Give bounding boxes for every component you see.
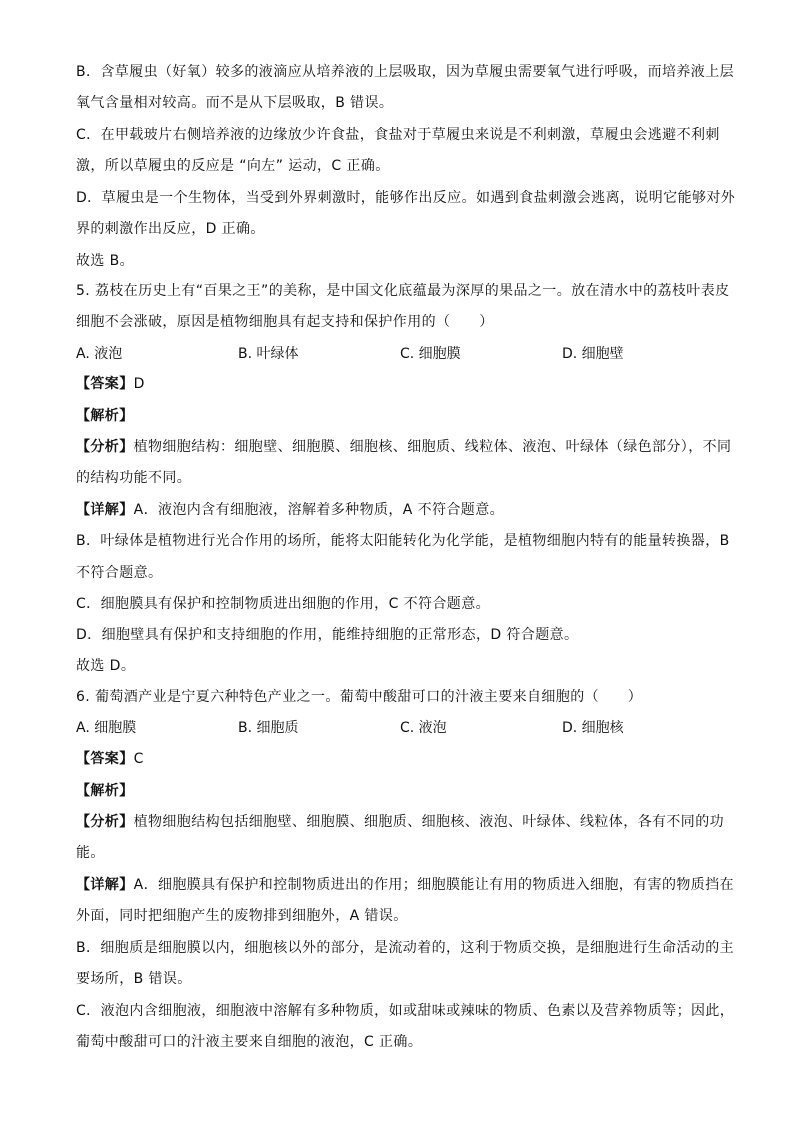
text-line: C．在甲载玻片右侧培养液的边缘放少许食盐，食盐对于草履虫来说是不利刺激，草履虫会逃避不利刺 <box>76 127 720 143</box>
text-line: 故选 D。 <box>76 658 136 674</box>
answer-value: D <box>133 376 145 392</box>
question-5-stem: 细胞不会涨破，原因是植物细胞具有起支持和保护作用的（ ） <box>76 314 494 330</box>
analysis-label: 【解析】 <box>76 408 134 424</box>
fenxi-label: 【分析】 <box>76 439 134 455</box>
text-line: B．细胞质是细胞膜以内，细胞核以外的部分，是流动着的，这利于物质交换，是细胞进行生命活动的主 <box>76 940 735 956</box>
answer-value: C <box>133 751 144 767</box>
detail-label: 【详解】 <box>76 877 134 893</box>
option-c: C. 液泡 <box>400 720 447 736</box>
answer-label: 【答案】 <box>76 751 134 767</box>
text-line: D．细胞壁具有保护和支持细胞的作用，能维持细胞的正常形态，D 符合题意。 <box>76 627 579 643</box>
option-a: A. 细胞膜 <box>76 720 137 736</box>
answer-line <box>76 374 726 394</box>
question-6-stem: 6. 葡萄酒产业是宁夏六种特色产业之一。葡萄中酸甜可口的汁液主要来自细胞的（ ） <box>76 689 643 705</box>
detail-line <box>76 500 726 520</box>
option-b: B. 细胞质 <box>238 720 299 736</box>
text-line: 氧气含量相对较高。而不是从下层吸取，B 错误。 <box>76 95 394 111</box>
text-line: 外面，同时把细胞产生的废物排到细胞外，A 错误。 <box>76 908 408 924</box>
detail-label: 【详解】 <box>76 502 134 518</box>
option-a: A. 液泡 <box>76 346 123 362</box>
analysis-label: 【解析】 <box>76 783 134 799</box>
text-line: D．草履虫是一个生物体，当受到外界刺激时，能够作出反应。如遇到食盐刺激会逃离，说明它能够对外 <box>76 190 736 206</box>
answer-line <box>76 749 726 769</box>
text-line: C．液泡内含细胞液，细胞液中溶解有多种物质，如或甜味或辣味的物质、色素以及营养物质等；因此， <box>76 1003 735 1019</box>
text-line: B．含草履虫（好氧）较多的液滴应从培养液的上层吸取，因为草履虫需要氧气进行呼吸，而培养液上层 <box>76 64 735 80</box>
detail-text: A．细胞膜具有保护和控制物质进出的作用；细胞膜能让有用的物质进入细胞，有害的物质挡在 <box>133 877 734 893</box>
text-line: 要场所，B 错误。 <box>76 971 192 987</box>
text-line: 故选 B。 <box>76 253 135 269</box>
detail-line <box>76 875 734 895</box>
detail-text: A．液泡内含有细胞液，溶解着多种物质，A 不符合题意。 <box>133 502 505 518</box>
question-5-stem: 5. 荔枝在历史上有“百果之王”的美称，是中国文化底蕴最为深厚的果品之一。放在清水中的荔枝叶表皮 <box>76 283 730 299</box>
analysis-line <box>76 812 726 832</box>
text-line: 能。 <box>76 845 105 861</box>
option-c: C. 细胞膜 <box>400 346 461 362</box>
analysis-line <box>76 437 732 457</box>
text-line: 界的刺激作出反应，D 正确。 <box>76 221 265 237</box>
text-line: 的结构功能不同。 <box>76 470 192 486</box>
text-line: 激，所以草履虫的反应是 “向左” 运动，C 正确。 <box>76 158 390 174</box>
text-line: 葡萄中酸甜可口的汁液主要来自细胞的液泡，C 正确。 <box>76 1034 423 1050</box>
answer-label: 【答案】 <box>76 376 134 392</box>
fenxi-text: 植物细胞结构包括细胞壁、细胞膜、细胞质、细胞核、液泡、叶绿体、线粒体，各有不同的功 <box>133 814 725 830</box>
text-line: 不符合题意。 <box>76 565 163 581</box>
text-line: B．叶绿体是植物进行光合作用的场所，能将太阳能转化为化学能，是植物细胞内特有的能量转换器，B <box>76 533 730 549</box>
option-b: B. 叶绿体 <box>238 346 299 362</box>
fenxi-label: 【分析】 <box>76 814 134 830</box>
analysis-heading <box>76 406 726 426</box>
analysis-heading <box>76 781 726 801</box>
option-d: D. 细胞壁 <box>562 346 624 362</box>
text-line: C．细胞膜具有保护和控制物质进出细胞的作用，C 不符合题意。 <box>76 596 490 612</box>
fenxi-text: 植物细胞结构：细胞壁、细胞膜、细胞核、细胞质、线粒体、液泡、叶绿体（绿色部分），不同 <box>133 439 732 455</box>
option-d: D. 细胞核 <box>562 720 624 736</box>
